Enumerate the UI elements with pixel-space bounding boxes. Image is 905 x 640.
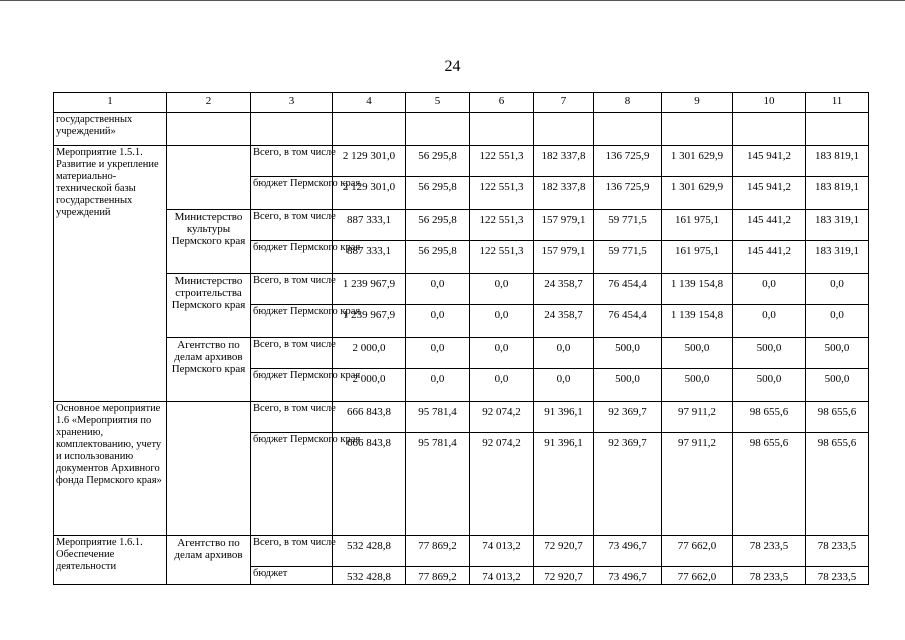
value-cell: 2 129 301,0 — [333, 146, 406, 177]
executor-cell: Министерство строительства Пермского края — [167, 274, 251, 338]
executor-cell — [167, 402, 251, 536]
value-cell: 98 655,6 — [733, 433, 806, 536]
value-cell: 161 975,1 — [662, 210, 733, 241]
value-cell: 1 139 154,8 — [662, 305, 733, 338]
source-cell: бюджет Пермского края — [251, 241, 333, 274]
executor-cell — [167, 113, 251, 146]
value-cell: 122 551,3 — [470, 177, 534, 210]
value-cell: 56 295,8 — [406, 241, 470, 274]
value-cell: 0,0 — [733, 305, 806, 338]
value-cell: 183 319,1 — [806, 210, 869, 241]
column-header: 3 — [251, 93, 333, 113]
source-cell: бюджет Пермского края — [251, 305, 333, 338]
value-cell: 0,0 — [534, 338, 594, 369]
value-cell: 78 233,5 — [806, 536, 869, 567]
value-cell: 161 975,1 — [662, 241, 733, 274]
value-cell: 145 941,2 — [733, 177, 806, 210]
value-cell: 73 496,7 — [594, 567, 662, 585]
source-cell: Всего, в том числе — [251, 338, 333, 369]
value-cell: 98 655,6 — [806, 402, 869, 433]
value-cell: 95 781,4 — [406, 402, 470, 433]
value-cell: 77 869,2 — [406, 536, 470, 567]
source-cell: Всего, в том числе — [251, 210, 333, 241]
value-cell: 157 979,1 — [534, 241, 594, 274]
event-cell: Мероприятие 1.5.1. Развитие и укрепление материально-технической базы государственных учреждений — [54, 146, 167, 402]
value-cell: 500,0 — [733, 369, 806, 402]
value-cell: 0,0 — [534, 369, 594, 402]
value-cell: 0,0 — [806, 305, 869, 338]
value-cell: 97 911,2 — [662, 433, 733, 536]
value-cell: 532 428,8 — [333, 536, 406, 567]
value-cell: 98 655,6 — [806, 433, 869, 536]
value-cell: 72 920,7 — [534, 567, 594, 585]
value-cell: 0,0 — [733, 274, 806, 305]
table-row — [54, 113, 869, 146]
value-cell: 145 441,2 — [733, 241, 806, 274]
value-cell: 0,0 — [406, 338, 470, 369]
value-cell: 1 239 967,9 — [333, 305, 406, 338]
value-cell: 500,0 — [806, 338, 869, 369]
value-cell: 183 819,1 — [806, 177, 869, 210]
value-cell — [406, 113, 470, 146]
value-cell: 77 869,2 — [406, 567, 470, 585]
value-cell: 136 725,9 — [594, 146, 662, 177]
value-cell — [806, 113, 869, 146]
value-cell: 0,0 — [806, 274, 869, 305]
value-cell: 1 139 154,8 — [662, 274, 733, 305]
value-cell: 92 074,2 — [470, 402, 534, 433]
value-cell: 500,0 — [662, 369, 733, 402]
value-cell: 1 301 629,9 — [662, 146, 733, 177]
table-row — [54, 402, 869, 433]
value-cell — [470, 113, 534, 146]
value-cell: 666 843,8 — [333, 433, 406, 536]
value-cell: 182 337,8 — [534, 177, 594, 210]
value-cell: 78 233,5 — [733, 567, 806, 585]
table-row — [54, 146, 869, 177]
value-cell: 98 655,6 — [733, 402, 806, 433]
source-cell: Всего, в том числе — [251, 402, 333, 433]
column-header: 4 — [333, 93, 406, 113]
value-cell — [733, 113, 806, 146]
value-cell: 95 781,4 — [406, 433, 470, 536]
value-cell — [594, 113, 662, 146]
value-cell: 157 979,1 — [534, 210, 594, 241]
table-row — [54, 210, 869, 241]
value-cell — [534, 113, 594, 146]
value-cell: 73 496,7 — [594, 536, 662, 567]
executor-cell: Министерство культуры Пермского края — [167, 210, 251, 274]
value-cell: 56 295,8 — [406, 210, 470, 241]
value-cell: 145 441,2 — [733, 210, 806, 241]
value-cell — [662, 113, 733, 146]
event-cell: Мероприятие 1.6.1. Обеспечение деятельности — [54, 536, 167, 585]
value-cell — [333, 113, 406, 146]
value-cell: 76 454,4 — [594, 305, 662, 338]
value-cell: 145 941,2 — [733, 146, 806, 177]
page-edge — [0, 0, 905, 1]
value-cell: 0,0 — [470, 369, 534, 402]
value-cell: 500,0 — [733, 338, 806, 369]
event-cell: государственных учреждений» — [54, 113, 167, 146]
value-cell: 136 725,9 — [594, 177, 662, 210]
value-cell: 59 771,5 — [594, 210, 662, 241]
source-cell: Всего, в том числе — [251, 274, 333, 305]
page-number: 24 — [444, 58, 461, 75]
value-cell: 1 301 629,9 — [662, 177, 733, 210]
value-cell: 2 000,0 — [333, 369, 406, 402]
value-cell: 92 369,7 — [594, 402, 662, 433]
executor-cell — [167, 146, 251, 210]
source-cell: Всего, в том числе — [251, 146, 333, 177]
value-cell: 74 013,2 — [470, 567, 534, 585]
value-cell: 91 396,1 — [534, 402, 594, 433]
column-header: 5 — [406, 93, 470, 113]
value-cell: 77 662,0 — [662, 536, 733, 567]
value-cell: 532 428,8 — [333, 567, 406, 585]
source-cell: Всего, в том числе — [251, 536, 333, 567]
value-cell: 78 233,5 — [733, 536, 806, 567]
value-cell: 2 000,0 — [333, 338, 406, 369]
value-cell: 183 319,1 — [806, 241, 869, 274]
value-cell: 0,0 — [470, 305, 534, 338]
value-cell: 24 358,7 — [534, 305, 594, 338]
value-cell: 72 920,7 — [534, 536, 594, 567]
column-header: 9 — [662, 93, 733, 113]
value-cell: 0,0 — [406, 305, 470, 338]
value-cell: 78 233,5 — [806, 567, 869, 585]
value-cell: 122 551,3 — [470, 146, 534, 177]
source-cell: бюджет Пермского края — [251, 433, 333, 536]
value-cell: 91 396,1 — [534, 433, 594, 536]
column-header: 6 — [470, 93, 534, 113]
value-cell: 0,0 — [406, 369, 470, 402]
value-cell: 59 771,5 — [594, 241, 662, 274]
source-cell: бюджет Пермского края — [251, 177, 333, 210]
value-cell: 183 819,1 — [806, 146, 869, 177]
header-row — [54, 93, 869, 113]
value-cell: 56 295,8 — [406, 146, 470, 177]
value-cell: 887 333,1 — [333, 210, 406, 241]
value-cell: 500,0 — [594, 338, 662, 369]
value-cell: 0,0 — [406, 274, 470, 305]
value-cell: 74 013,2 — [470, 536, 534, 567]
table-row — [54, 338, 869, 369]
value-cell: 122 551,3 — [470, 241, 534, 274]
value-cell: 500,0 — [662, 338, 733, 369]
value-cell: 92 074,2 — [470, 433, 534, 536]
value-cell: 500,0 — [806, 369, 869, 402]
value-cell: 76 454,4 — [594, 274, 662, 305]
value-cell: 2 129 301,0 — [333, 177, 406, 210]
value-cell: 0,0 — [470, 338, 534, 369]
column-header: 8 — [594, 93, 662, 113]
value-cell: 182 337,8 — [534, 146, 594, 177]
budget-table — [53, 92, 869, 585]
value-cell: 666 843,8 — [333, 402, 406, 433]
column-header: 2 — [167, 93, 251, 113]
source-cell — [251, 113, 333, 146]
column-header: 11 — [806, 93, 869, 113]
source-cell: бюджет — [251, 567, 333, 585]
value-cell: 56 295,8 — [406, 177, 470, 210]
value-cell: 1 239 967,9 — [333, 274, 406, 305]
column-header: 1 — [54, 93, 167, 113]
column-header: 10 — [733, 93, 806, 113]
value-cell: 92 369,7 — [594, 433, 662, 536]
column-header: 7 — [534, 93, 594, 113]
executor-cell: Агентство по делам архивов Пермского края — [167, 338, 251, 402]
value-cell: 0,0 — [470, 274, 534, 305]
source-cell: бюджет Пермского края — [251, 369, 333, 402]
value-cell: 887 333,1 — [333, 241, 406, 274]
table-row — [54, 274, 869, 305]
value-cell: 97 911,2 — [662, 402, 733, 433]
value-cell: 500,0 — [594, 369, 662, 402]
table-row — [54, 536, 869, 567]
value-cell: 77 662,0 — [662, 567, 733, 585]
value-cell: 24 358,7 — [534, 274, 594, 305]
event-cell: Основное мероприятие 1.6 «Мероприятия по хранению, комплектованию, учету и использованию документов Архивного фонда Пермского края» — [54, 402, 167, 536]
value-cell: 122 551,3 — [470, 210, 534, 241]
executor-cell: Агентство по делам архивов — [167, 536, 251, 585]
